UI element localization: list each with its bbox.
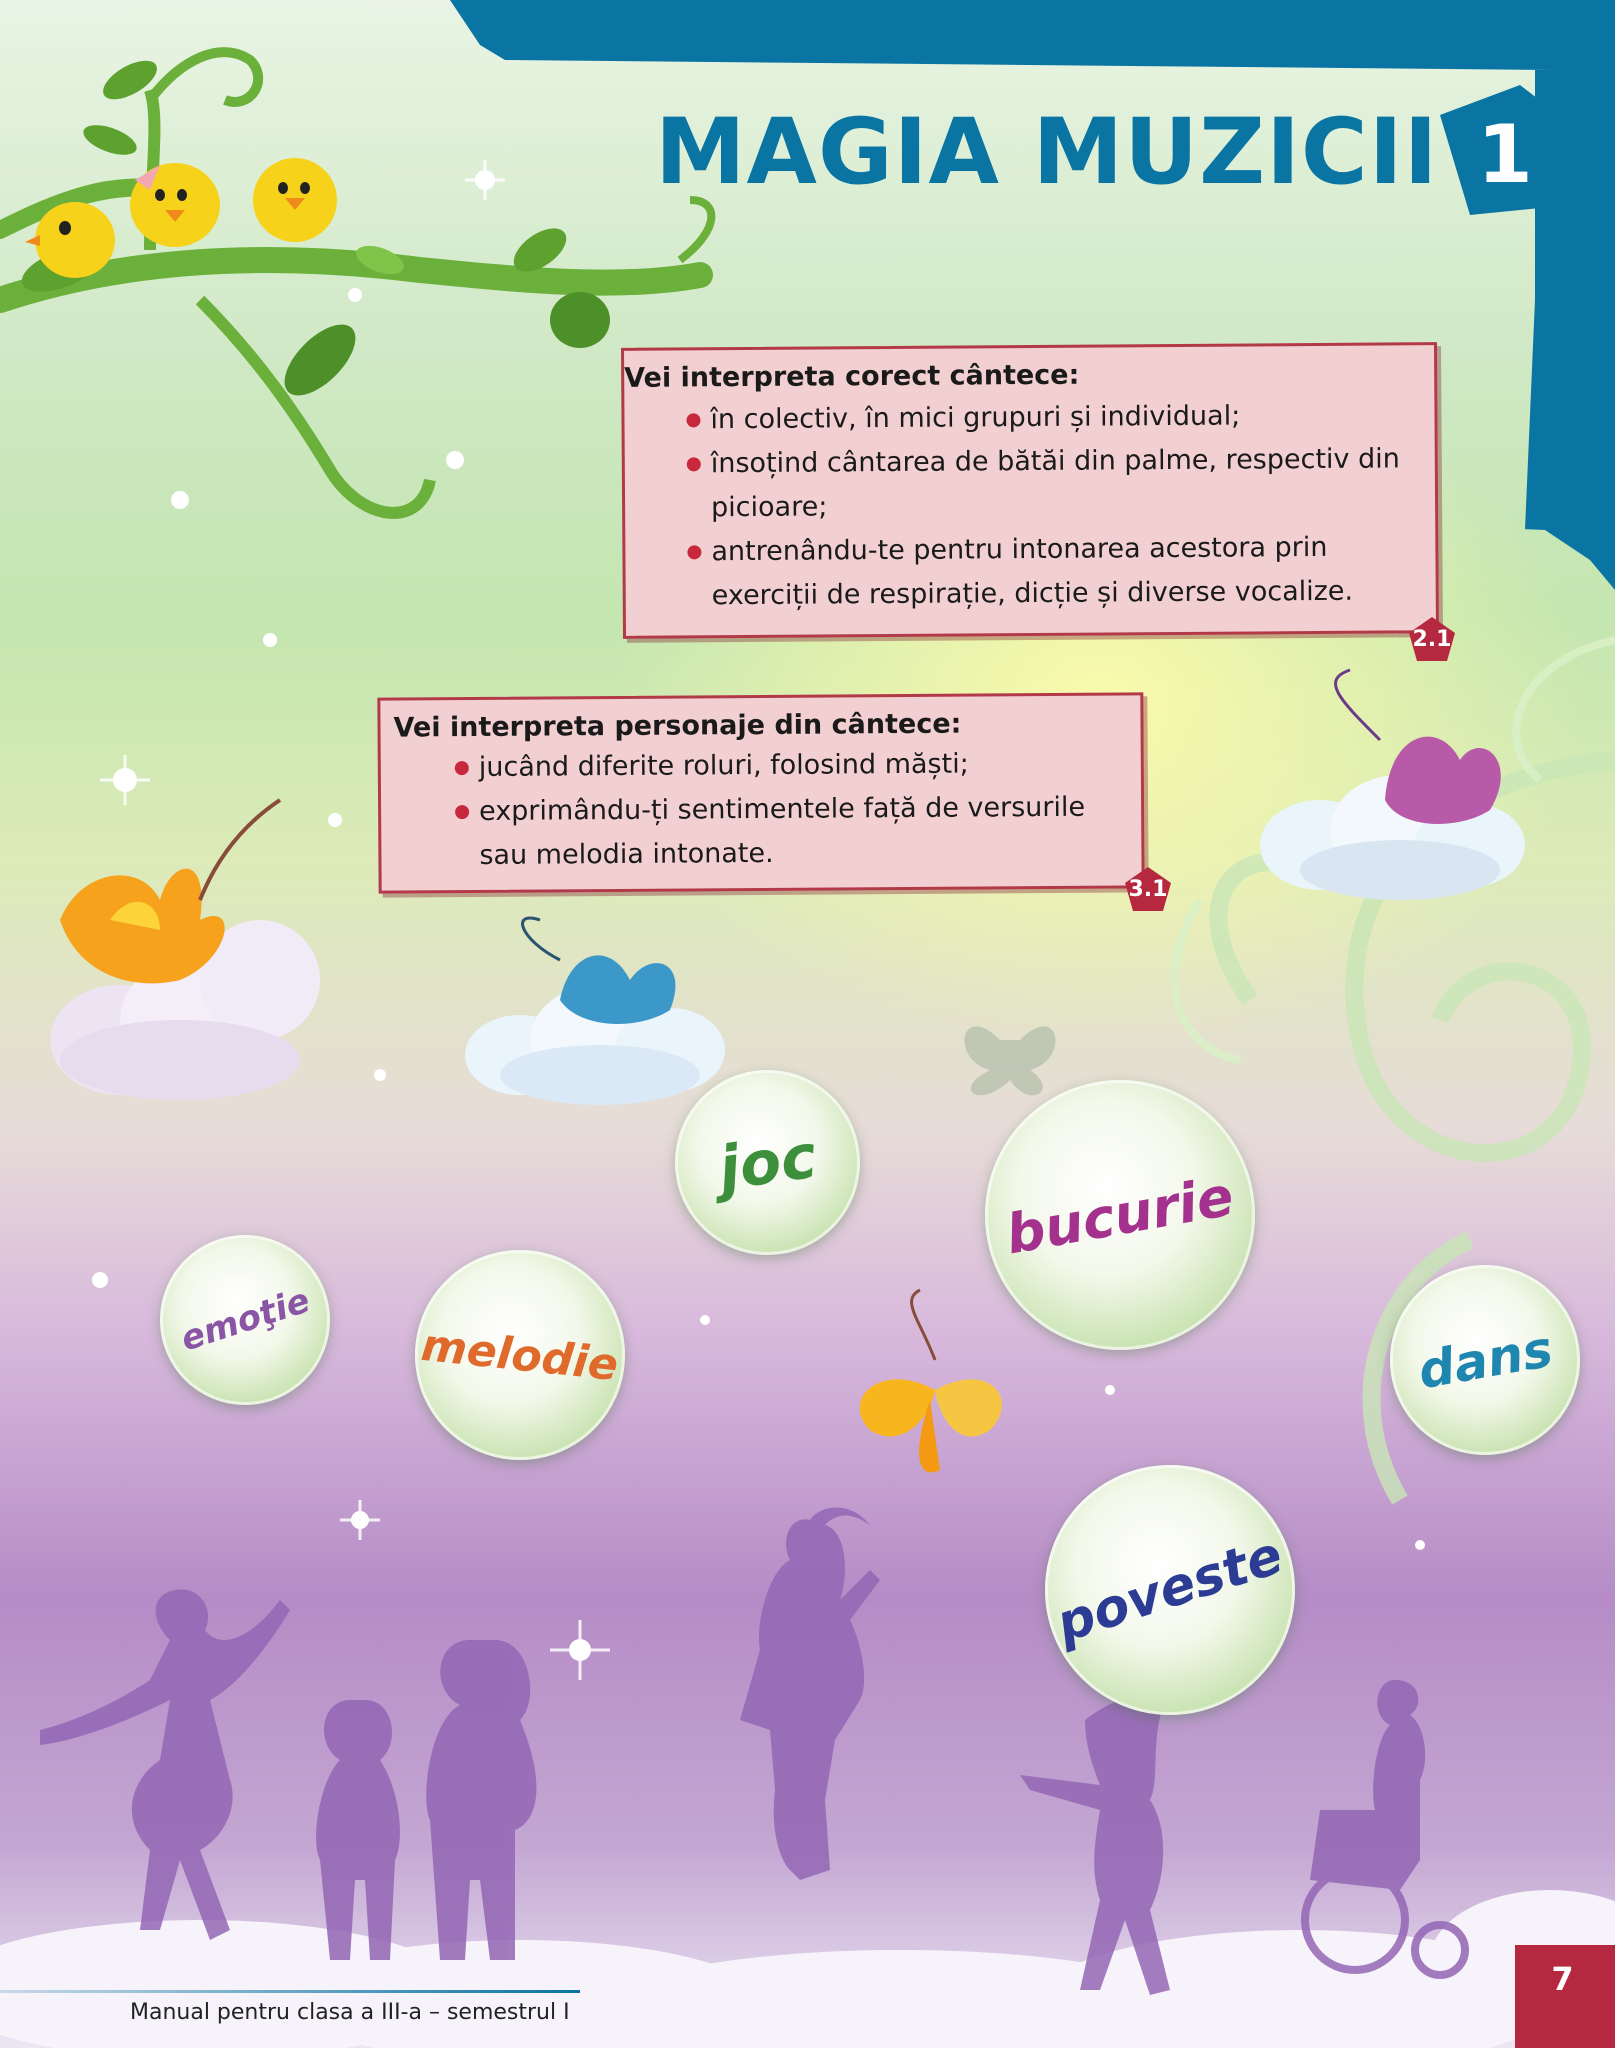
butterfly-orange <box>860 1290 1002 1472</box>
list-item: exprimându-ți sentimentele față de versurile sau melodia intonate. <box>451 786 1112 879</box>
page-number-tab <box>1515 1945 1615 2048</box>
bubble-emotie: emoţie <box>160 1235 330 1405</box>
list-item: antrenându-te pentru intonarea acestora prin exerciții de respirație, dicție și diverse vocalize. <box>683 525 1424 618</box>
objective-list <box>451 742 1112 879</box>
objective-heading: Vei interpreta personaje din cântece: <box>393 708 962 744</box>
bullet-icon <box>455 761 469 775</box>
chapter-number: 1 <box>1477 108 1533 201</box>
chapter-title: MAGIA MUZICII <box>655 100 1439 205</box>
list-item: jucând diferite roluri, folosind măști; <box>451 742 1111 791</box>
vine-branch <box>0 52 711 513</box>
bullet-icon <box>687 545 701 559</box>
cloud-center <box>465 918 725 1105</box>
bubble-poveste: poveste <box>1045 1465 1295 1715</box>
footer-divider <box>0 1990 580 1993</box>
bullet-icon <box>686 413 700 427</box>
objective-box-2 <box>377 692 1144 893</box>
competency-badge: 2.1 <box>1407 615 1457 665</box>
objective-list <box>682 393 1424 618</box>
bubble-dans: dans <box>1390 1265 1580 1455</box>
bubble-bucurie: bucurie <box>985 1080 1255 1350</box>
page-number: 7 <box>1551 1960 1574 1998</box>
bullet-icon <box>687 457 701 471</box>
list-item: însoțind cântarea de bătăi din palme, respectiv din picioare; <box>683 437 1424 530</box>
bubble-melodie: melodie <box>415 1250 625 1460</box>
bubble-joc: joc <box>675 1070 860 1255</box>
cloud-right <box>1260 670 1525 900</box>
cloud-left <box>50 800 320 1100</box>
objective-box-1 <box>621 342 1439 639</box>
list-item: în colectiv, în mici grupuri și individual; <box>682 393 1422 442</box>
competency-badge: 3.1 <box>1123 865 1173 915</box>
bullet-icon <box>455 805 469 819</box>
objective-heading: Vei interpreta corect cântece: <box>624 359 1080 394</box>
footer-text: Manual pentru clasa a III-a – semestrul I <box>130 2000 570 2025</box>
butterfly-silhouette <box>965 1026 1056 1095</box>
